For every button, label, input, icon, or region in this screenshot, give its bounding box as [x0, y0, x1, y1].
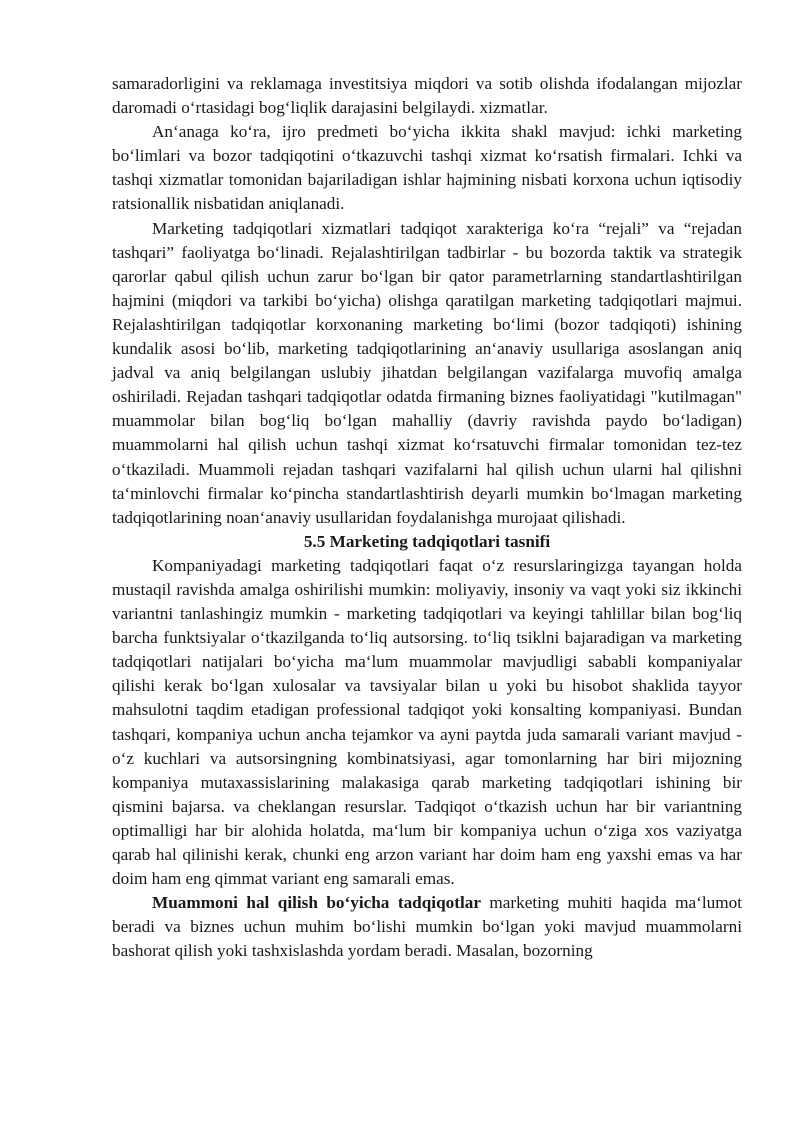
paragraph-5-bold-term: Muammoni hal qilish bo‘yicha tadqiqotlar: [152, 893, 481, 913]
paragraph-5: [112, 891, 742, 963]
paragraph-2: An‘anaga ko‘ra, ijro predmeti bo‘yicha ikkita shakl mavjud: ichki marketing bo‘limlari va bozor tadqiqotini o‘tkazuvchi tashqi xizmat ko‘rsatish firmalari. Ichki va tashqi xizmatlar tomonidan bajariladigan ishlar hajmining nisbati korxona uchun iqtisodiy ratsionallik nisbatidan aniqlanadi.: [112, 122, 742, 214]
paragraph-3: Marketing tadqiqotlari xizmatlari tadqiqot xarakteriga ko‘ra “rejali” va “rejadan tashqari” faoliyatga bo‘linadi. Rejalashtirilgan tadbirlar - bu bozorda taktik va strategik qarorlar qabul qilish uchun zarur bo‘lgan bir qator parametrlarning standartlashtirilgan hajmini (miqdori va tarkibi bo‘yicha) olishga qaratilgan marketing tadqiqotlari majmui. Rejalashtirilgan tadqiqotlar korxonaning marketing bo‘limi (bozor tadqiqoti) ishining kundalik asosi bo‘lib, marketing tadqiqotlarining an‘anaviy usullariga asoslangan aniq jadval va aniq belgilangan uslubiy jihatdan belgilangan vazifalarga muvofiq amalga oshiriladi. Rejadan tashqari tadqiqotlar odatda firmaning biznes faoliyatidagi "kutilmagan" muammolar bilan bog‘liq bo‘lgan mahalliy (davriy ravishda paydo bo‘ladigan) muammolarni hal qilish uchun tashqi xizmat ko‘rsatuvchi firmalar tomonidan tez-tez o‘tkaziladi. Muammoli rejadan tashqari vazifalarni hal qilish uchun ularni hal qilishni ta‘minlovchi firmalar ko‘pincha standartlashtirish deyarli mumkin bo‘lmagan marketing tadqiqotlarining noan‘anaviy usullaridan foydalanishga murojaat qilishadi.: [112, 218, 742, 527]
paragraph-1: samaradorligini va reklamaga investitsiya miqdori va sotib olishda ifodalangan mijozlar daromadi o‘rtasidagi bog‘liqlik darajasini belgilaydi. xizmatlar.: [112, 74, 742, 118]
document-page: [112, 72, 742, 963]
paragraph-4: Kompaniyadagi marketing tadqiqotlari faqat o‘z resurslaringizga tayangan holda mustaqil ravishda amalga oshirilishi mumkin: moliyaviy, insoniy va vaqt yoki siz ikkinchi variantni tanlashingiz mumkin - marketing tadqiqotlari va keyingi tahlillar bilan bog‘liq barcha funktsiyalar o‘tkazilganda to‘liq autsorsing. to‘liq tsiklni bajaradigan va marketing tadqiqotlari natijalari bo‘yicha ma‘lum muammolar mavjudligi sababli kompaniyalar qilishi kerak bo‘lgan xulosalar va tavsiyalar bilan u yoki bu hisobot shaklida tayyor mahsulotni taqdim etadigan professional tadqiqot yoki konsalting kompaniyasi. Bundan tashqari, kompaniya uchun ancha tejamkor va ayni paytda juda samarali variant mavjud - o‘z kuchlari va autsorsingning kombinatsiyasi, agar tomonlarning har biri mijozning kompaniya mutaxassislarining malakasiga qarab marketing tadqiqotlari ishining bir qismini bajarsa. va cheklangan resurslar. Tadqiqot o‘tkazish uchun har bir variantning optimalligi har bir alohida holatda, ma‘lum bir kompaniya uchun o‘ziga xos vaziyatga qarab hal qilinishi kerak, chunki eng arzon variant har doim ham eng yaxshi emas va har doim ham eng qimmat variant eng samarali emas.: [112, 555, 742, 889]
paragraph-5-text: marketing muhiti haqida ma‘lumot beradi va biznes uchun muhim bo‘lishi mumkin bo‘lgan yoki mavjud muammolarni bashorat qilish yoki tashxislashda yordam beradi. Masalan, bozorning: [112, 893, 742, 961]
section-heading: 5.5 Marketing tadqiqotlari tasnifi: [303, 531, 551, 551]
